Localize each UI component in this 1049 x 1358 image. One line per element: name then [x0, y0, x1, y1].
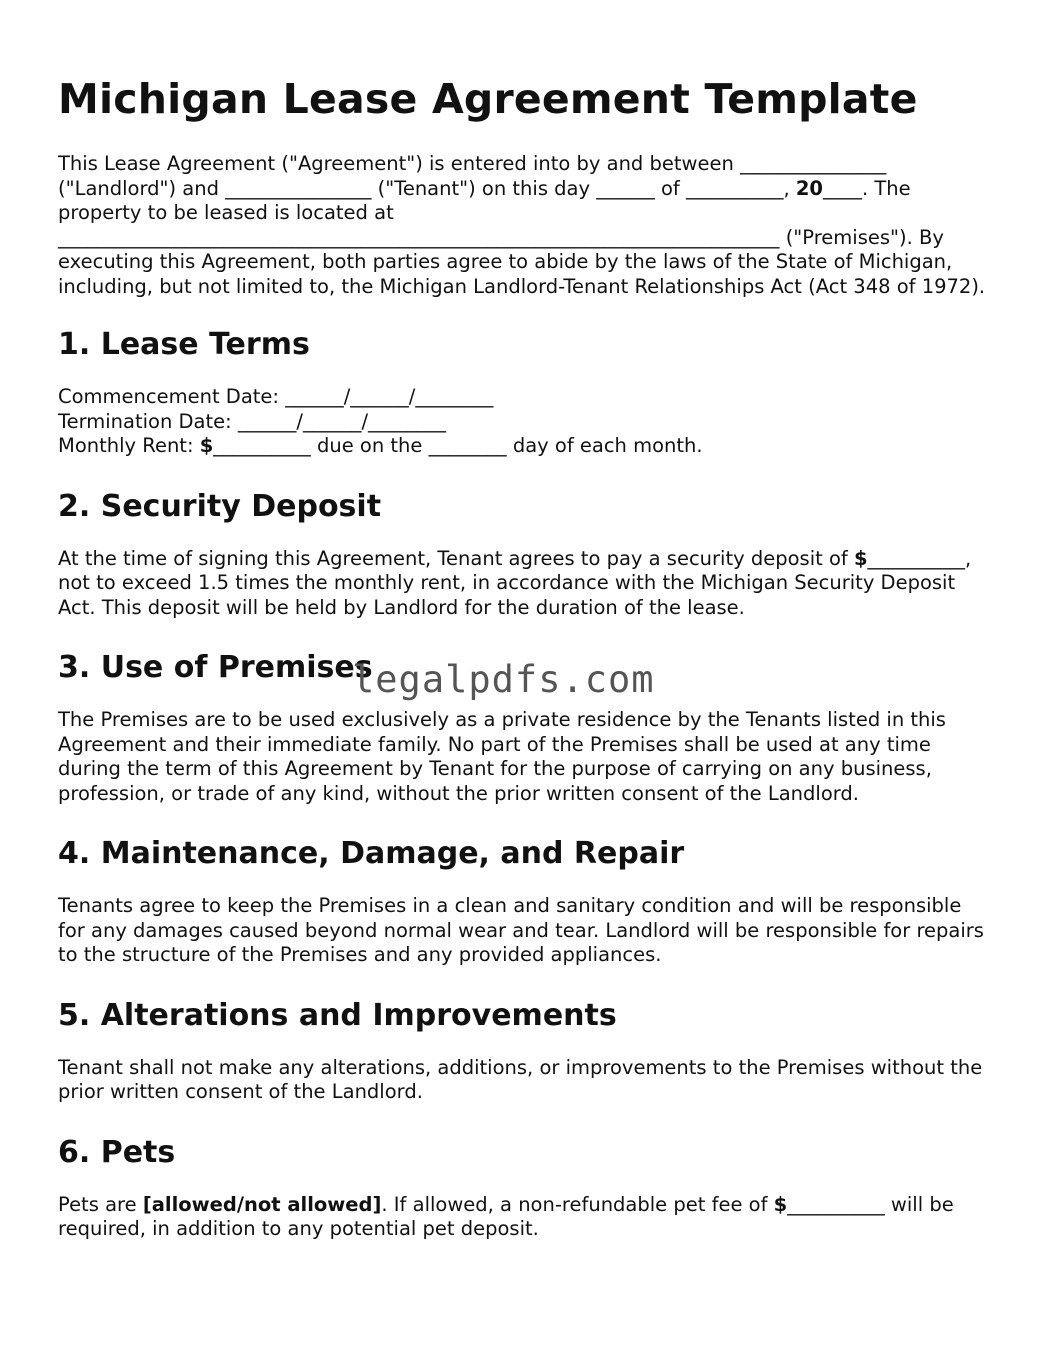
commencement-date-label: Commencement Date:	[58, 385, 286, 408]
commencement-date-blank: ______/______/________	[285, 385, 494, 408]
pets-allowed-choice: [allowed/not allowed]	[142, 1192, 382, 1216]
year-prefix: 20	[795, 176, 823, 200]
maintenance-paragraph: Tenants agree to keep the Premises in a clean and sanitary condition and will be responsible for any damages caused beyond normal wear and tear. Landlord will be responsible for repairs to the structure of the Premises and any provided appliances.	[58, 894, 984, 966]
termination-date-label: Termination Date:	[58, 409, 238, 433]
intro-paragraph: This Lease Agreement ("Agreement") is entered into by and between _______________ ("Landlord") and _______________ ("Tenant") on this day ______ of __________, 20____. The property to be leased is located at __________________________________________________________________________ ("Premises"). By executing this Agreement, both parties agree to abide by the laws of the State of Michigan, including, but not limited to, the Michigan Landlord-Tenant Relationships Act (Act 348 of 1972).	[58, 152, 986, 298]
use-of-premises-paragraph: The Premises are to be used exclusively as a private residence by the Tenants listed in this Agreement and their immediate family. No part of the Premises shall be used at any time during the term of this Agreement by Tenant for the purpose of carrying on any business, profession, or trade of any kind, without the prior written consent of the Landlord.	[58, 708, 946, 805]
document-page	[58, 74, 993, 1242]
pet-fee-blank: __________	[787, 1192, 885, 1216]
lease-terms-block: Commencement Date: ______/______/________ Termination Date: ______/______/________ Monthly Rent: $__________ due on the ________ day of each month.	[58, 385, 703, 457]
month-blank: __________	[685, 176, 784, 200]
monthly-rent-label: Monthly Rent:	[58, 434, 200, 457]
section-heading-use-of-premises: 3. Use of Premises	[58, 650, 373, 685]
monthly-rent-blank: __________	[213, 434, 311, 457]
security-deposit-paragraph: At the time of signing this Agreement, Tenant agrees to pay a security deposit of $__________, not to exceed 1.5 times the monthly rent, in accordance with the Michigan Security Deposit Act. This deposit will be held by Landlord for the duration of the lease.	[58, 546, 972, 619]
day-blank: ______	[596, 176, 655, 200]
section-heading-lease-terms: 1. Lease Terms	[58, 327, 310, 362]
document-title: Michigan Lease Agreement Template	[58, 75, 918, 123]
section-heading-pets: 6. Pets	[58, 1134, 176, 1170]
section-heading-alterations: 5. Alterations and Improvements	[58, 997, 617, 1033]
section-heading-security-deposit: 2. Security Deposit	[58, 488, 382, 524]
section-heading-maintenance: 4. Maintenance, Damage, and Repair	[58, 836, 685, 871]
address-blank: __________________________________________________________________________	[58, 225, 780, 249]
security-deposit-blank: __________	[867, 546, 966, 570]
landlord-name-blank: _______________	[740, 152, 887, 175]
rent-due-day-blank: ________	[428, 434, 507, 457]
alterations-paragraph: Tenant shall not make any alterations, additions, or improvements to the Premises without the prior written consent of the Landlord.	[58, 1055, 983, 1103]
tenant-name-blank: _______________	[225, 176, 372, 200]
pets-paragraph: Pets are [allowed/not allowed]. If allowed, a non-refundable pet fee of $__________ will be required, in addition to any potential pet deposit.	[58, 1192, 954, 1240]
termination-date-blank: ______/______/________	[237, 409, 447, 433]
watermark-text: legalpdfs.com	[352, 658, 655, 701]
year-blank: ____	[823, 176, 862, 200]
